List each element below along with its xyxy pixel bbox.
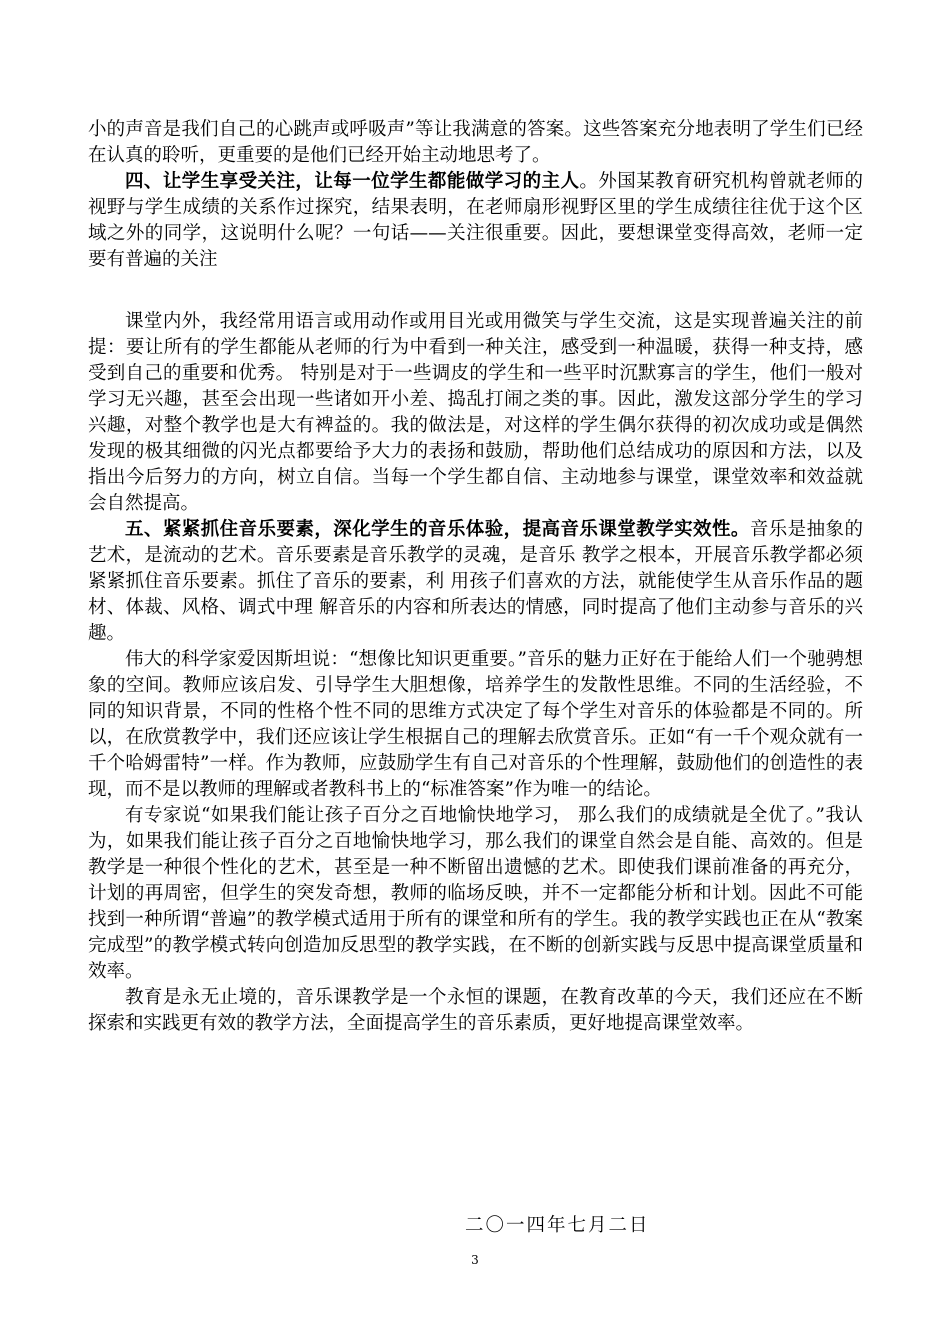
paragraph-section-four: [88, 169, 863, 273]
paragraph-conclusion: 教育是永无止境的，音乐课教学是一个永恒的课题，在教育改革的今天，我们还应在不断探索和实践更有效的教学方法，全面提高学生的音乐素质，更好地提高课堂效率。: [88, 987, 863, 1034]
paragraph-imagination: 伟大的科学家爱因斯坦说：“想像比知识更重要。”音乐的魅力正好在于能给人们一个驰骋想象的空间。教师应该启发、引导学生大胆想像，培养学生的发散性思维。不同的生活经验，不同的知识背景，不同的性格个性不同的思维方式决定了每个学生对音乐的体验都是不同的。所以，在欣赏教学中，我们还应该让学生根据自己的理解去欣赏音乐。正如“有一千个观众就有一千个哈姆雷特”一样。作为教师，应鼓励学生有自己对音乐的个性理解，鼓励他们的创造性的表现，而不是以教师的理解或者教科书上的“标准答案”作为唯一的结论。: [88, 649, 863, 800]
section-four-heading: 四、让学生享受关注，让每一位学生都能做学习的主人: [125, 171, 580, 192]
paragraph-attention: 课堂内外，我经常用语言或用动作或用目光或用微笑与学生交流，这是实现普遍关注的前提：要让所有的学生都能从老师的行为中看到一种关注，感受到一种温暖，获得一种支持，感受到自己的重要和优秀。 特别是对于一些调皮的学生和一些平时沉默寡言的学生，他们一般对学习无兴趣，甚至会出现一些诸如开小差、捣乱打闹之类的事。因此，激发这部分学生的学习兴趣，对整个教学也是大有裨益的。我的做法是，对这样的学生偶尔获得的初次成功或是偶然发现的极其细微的闪光点都要给予大力的表扬和鼓励，帮助他们总结成功的原因和方法，以及指出今后努力的方向，树立自信。当每一个学生都自信、主动地参与课堂，课堂效率和效益就会自然提高。: [88, 311, 863, 514]
paragraph-gap: [88, 273, 863, 309]
page-number: 3: [471, 1253, 479, 1267]
section-five-text: 音乐是抽象的艺术，是流动的艺术。音乐要素是音乐教学的灵魂，是音乐 教学之根本，开展音乐教学都必须紧紧抓住音乐要素。抓住了音乐的要素，利 用孩子们喜欢的方法，就能使学生从音乐作品的题材、体裁、风格、调式中理 解音乐的内容和所表达的情感，同时提高了他们主动参与音乐的兴趣。: [88, 519, 863, 644]
paragraph-expert-quote: 有专家说“如果我们能让孩子百分之百地愉快地学习， 那么我们的成绩就是全优了。”我认为，如果我们能让孩子百分之百地愉快地学习，那么我们的课堂自然会是自能、高效的。但是教学是一种很个性化的艺术，甚至是一种不断留出遗憾的艺术。即使我们课前准备的再充分，计划的再周密，但学生的突发奇想，教师的临场反映，并不一定都能分析和计划。因此不可能找到一种所谓“普遍”的教学模式适用于所有的课堂和所有的学生。我的教学实践也正在从“教案完成型”的教学模式转向创造加反思型的教学实践，在不断的创新实践与反思中提高课堂质量和效率。: [88, 805, 863, 982]
document-body: [88, 117, 863, 1037]
paragraph-continued: 小的声音是我们自己的心跳声或呼吸声”等让我满意的答案。这些答案充分地表明了学生们已经在认真的聆听，更重要的是他们已经开始主动地思考了。: [88, 119, 863, 166]
document-date: 二〇一四年七月二日: [465, 1215, 650, 1236]
paragraph-section-five: [88, 517, 863, 647]
section-four-text: 。外国某教育研究机构曾就老师的视野与学生成绩的关系作过探究，结果表明，在老师扇形视野区里的学生成绩往往优于这个区域之外的同学，这说明什么呢？一句话——关注很重要。因此，要想课堂变得高效，老师一定要有普遍的关注: [88, 171, 863, 270]
section-five-heading: 五、紧紧抓住音乐要素，深化学生的音乐体验，提高音乐课堂教学实效性。: [125, 519, 750, 540]
